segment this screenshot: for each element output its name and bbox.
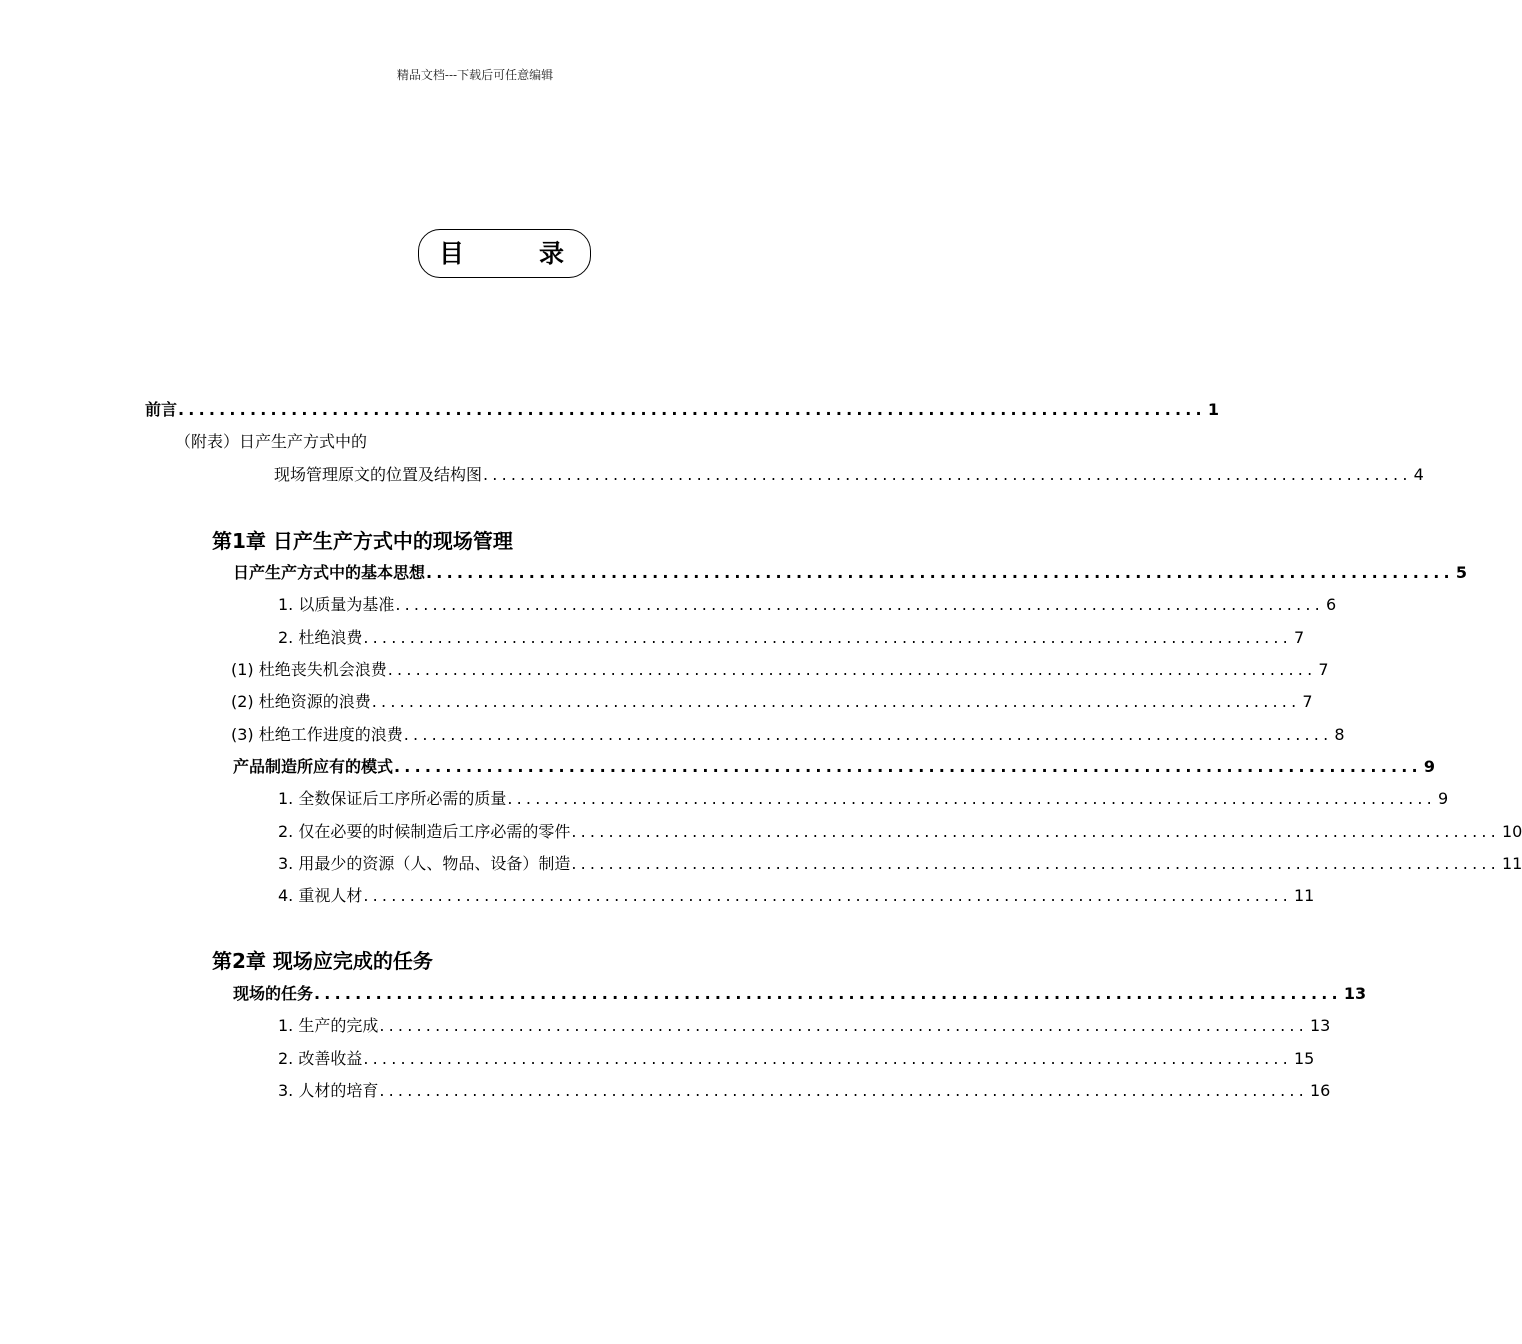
dot-leader: .................................................................................................... — [571, 854, 1500, 873]
toc-entry-page: 5 — [1455, 563, 1467, 582]
chapter-1-heading[interactable]: 第1章 日产生产方式中的现场管理 — [212, 529, 513, 553]
dot-leader: .................................................................................................... — [394, 757, 1422, 776]
dot-leader: .................................................................................................... — [426, 563, 1454, 582]
toc-entry[interactable] — [278, 594, 1337, 616]
toc-title-char-1: 目 — [439, 239, 465, 268]
toc-entry-appendix[interactable] — [274, 464, 1424, 486]
toc-entry[interactable] — [278, 1048, 1315, 1070]
dot-leader: .................................................................................................... — [379, 1016, 1308, 1035]
dot-leader: .................................................................................................... — [507, 789, 1436, 808]
toc-entry-label: 3. 用最少的资源（人、物品、设备）制造 — [278, 854, 571, 873]
toc-entry-label: 4. 重视人材 — [278, 886, 363, 905]
toc-entry-preface[interactable] — [145, 399, 1219, 421]
toc-entry-page: 11 — [1501, 854, 1522, 873]
toc-entry[interactable] — [278, 821, 1522, 843]
toc-entry[interactable] — [278, 1015, 1331, 1037]
toc-entry-label: 产品制造所应有的模式 — [233, 757, 394, 776]
toc-entry[interactable] — [231, 724, 1345, 746]
dot-leader: .................................................................................................... — [371, 692, 1301, 711]
dot-leader: .................................................................................................... — [483, 465, 1412, 484]
toc-entry-label: 3. 人材的培育 — [278, 1081, 379, 1100]
toc-entry[interactable] — [278, 1080, 1331, 1102]
toc-title-box — [418, 229, 591, 278]
toc-entry-label: 2. 改善收益 — [278, 1049, 363, 1068]
toc-entry[interactable] — [278, 627, 1305, 649]
toc-entry-label: 1. 以质量为基准 — [278, 595, 395, 614]
toc-entry-label: 现场的任务 — [233, 984, 314, 1003]
toc-title-char-2: 录 — [539, 239, 565, 268]
toc-entry-label: 2. 杜绝浪费 — [278, 628, 363, 647]
dot-leader: .................................................................................................... — [387, 660, 1317, 679]
toc-entry-page: 1 — [1207, 400, 1219, 419]
dot-leader: .................................................................................................... — [363, 1049, 1292, 1068]
toc-entry-page: 11 — [1293, 886, 1315, 905]
toc-entry-page: 7 — [1302, 692, 1313, 711]
toc-entry-page: 8 — [1334, 725, 1345, 744]
page-header: 精品文档---下载后可任意编辑 — [396, 68, 554, 82]
toc-entry[interactable] — [278, 788, 1449, 810]
dot-leader: .................................................................................................... — [363, 628, 1292, 647]
toc-entry-page: 16 — [1309, 1081, 1331, 1100]
toc-entry[interactable] — [233, 983, 1367, 1005]
toc-entry-label: 现场管理原文的位置及结构图 — [274, 465, 483, 484]
toc-entry[interactable] — [278, 885, 1315, 907]
dot-leader: .................................................................................................... — [178, 400, 1206, 419]
dot-leader: .................................................................................................... — [314, 984, 1342, 1003]
toc-entry-page: 13 — [1343, 984, 1367, 1003]
dot-leader: .................................................................................................... — [395, 595, 1324, 614]
toc-entry-page: 15 — [1293, 1049, 1315, 1068]
toc-entry-label: 日产生产方式中的基本思想 — [233, 563, 426, 582]
toc-entry-page: 9 — [1437, 789, 1449, 808]
dot-leader: .................................................................................................... — [379, 1081, 1308, 1100]
toc-entry[interactable] — [231, 691, 1313, 713]
toc-entry-label: 1. 生产的完成 — [278, 1016, 379, 1035]
toc-entry-page: 6 — [1325, 595, 1337, 614]
toc-entry-label: (3) 杜绝工作进度的浪费 — [231, 725, 403, 744]
toc-entry-page: 9 — [1423, 757, 1435, 776]
chapter-2-heading[interactable]: 第2章 现场应完成的任务 — [212, 949, 433, 973]
toc-entry[interactable] — [233, 562, 1467, 584]
dot-leader: .................................................................................................... — [571, 822, 1500, 841]
toc-entry-label: 2. 仅在必要的时候制造后工序必需的零件 — [278, 822, 571, 841]
toc-entry-page: 7 — [1318, 660, 1329, 679]
toc-entry-label: 前言 — [145, 400, 178, 419]
toc-appendix-line1[interactable]: （附表）日产生产方式中的 — [175, 432, 368, 451]
toc-entry-label: (2) 杜绝资源的浪费 — [231, 692, 371, 711]
toc-entry[interactable] — [278, 853, 1522, 875]
toc-entry-label: (1) 杜绝丧失机会浪费 — [231, 660, 387, 679]
toc-entry[interactable] — [233, 756, 1435, 778]
dot-leader: .................................................................................................... — [363, 886, 1292, 905]
toc-entry-page: 10 — [1501, 822, 1522, 841]
toc-entry-page: 4 — [1413, 465, 1424, 484]
toc-entry-label: 1. 全数保证后工序所必需的质量 — [278, 789, 507, 808]
toc-entry[interactable] — [231, 659, 1329, 681]
toc-entry-page: 7 — [1293, 628, 1305, 647]
dot-leader: .................................................................................................... — [403, 725, 1333, 744]
toc-entry-page: 13 — [1309, 1016, 1331, 1035]
